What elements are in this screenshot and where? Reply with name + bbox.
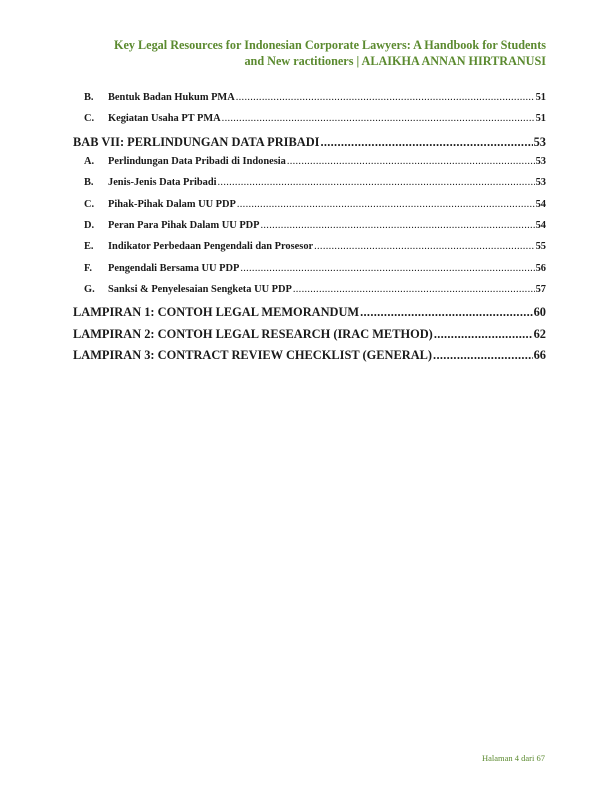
toc-entry[interactable] xyxy=(73,284,546,305)
toc-entry-letter: B. xyxy=(84,177,94,189)
dot-leader xyxy=(293,284,535,295)
dot-leader xyxy=(433,348,533,363)
dot-leader xyxy=(237,199,535,210)
toc-entry-letter: G. xyxy=(84,283,95,295)
toc-entry-page: 51 xyxy=(535,92,546,103)
toc-entry-page: 55 xyxy=(535,241,546,253)
dot-leader xyxy=(314,241,534,252)
toc-entry-title: Bentuk Badan Hukum PMA xyxy=(108,92,235,103)
dot-leader xyxy=(320,135,532,150)
dot-leader xyxy=(240,263,534,274)
toc-entry-letter: B. xyxy=(84,92,94,103)
page-number-footer: Halaman 4 dari 67 xyxy=(481,753,545,763)
table-of-contents xyxy=(73,92,546,370)
toc-entry-letter: E. xyxy=(84,241,94,253)
toc-entry-letter: C. xyxy=(84,198,95,210)
toc-entry-title: Pengendali Bersama UU PDP xyxy=(108,262,240,274)
dot-leader xyxy=(360,305,532,320)
toc-entry-page: 53 xyxy=(535,177,546,189)
toc-entry-title: Sanksi & Penyelesaian Sengketa UU PDP xyxy=(108,283,292,295)
toc-entry-page: 66 xyxy=(533,348,546,363)
toc-entry-title: Pihak-Pihak Dalam UU PDP xyxy=(108,198,236,210)
toc-entry-title: LAMPIRAN 2: CONTOH LEGAL RESEARCH (IRAC METHOD) xyxy=(73,326,433,341)
toc-entry[interactable] xyxy=(73,241,546,262)
toc-entry-page: 54 xyxy=(535,219,546,231)
toc-entry-letter: D. xyxy=(84,219,95,231)
toc-entry-title: BAB VII: PERLINDUNGAN DATA PRIBADI xyxy=(73,134,320,149)
dot-leader xyxy=(222,113,535,124)
dot-leader xyxy=(261,220,535,231)
toc-entry-title: LAMPIRAN 3: CONTRACT REVIEW CHECKLIST (GENERAL) xyxy=(73,348,433,363)
toc-entry-title: LAMPIRAN 1: CONTOH LEGAL MEMORANDUM xyxy=(73,305,360,320)
toc-entry[interactable] xyxy=(73,199,546,220)
dot-leader xyxy=(236,92,535,103)
toc-entry-page: 60 xyxy=(533,305,546,320)
toc-entry-title: Kegiatan Usaha PT PMA xyxy=(108,113,221,125)
toc-appendix-entry[interactable] xyxy=(73,348,546,370)
toc-entry-title: Indikator Perbedaan Pengendali dan Prosesor xyxy=(108,241,314,253)
toc-entry-page: 57 xyxy=(535,283,546,295)
dot-leader xyxy=(218,177,535,188)
toc-chapter-entry[interactable] xyxy=(73,135,546,157)
dot-leader xyxy=(434,327,533,342)
toc-entry-page: 62 xyxy=(533,326,546,341)
toc-entry-page: 54 xyxy=(535,198,546,210)
header-line-1: Key Legal Resources for Indonesian Corporate Lawyers: A Handbook for Students xyxy=(114,38,546,52)
toc-entry-letter: F. xyxy=(84,262,92,274)
toc-appendix-entry[interactable] xyxy=(73,305,546,327)
toc-entry-page: 53 xyxy=(533,134,546,149)
toc-entry[interactable] xyxy=(73,113,546,134)
toc-appendix-entry[interactable] xyxy=(73,327,546,349)
header-line-2: and New ractitioners | ALAIKHA ANNAN HIRTRANUSI xyxy=(244,54,546,68)
toc-entry-title: Perlindungan Data Pribadi di Indonesia xyxy=(108,156,286,168)
toc-entry-letter: A. xyxy=(84,156,95,168)
toc-entry[interactable] xyxy=(73,263,546,284)
toc-entry-page: 53 xyxy=(535,156,546,168)
toc-entry[interactable] xyxy=(73,156,546,177)
toc-entry[interactable] xyxy=(73,220,546,241)
toc-entry-letter: C. xyxy=(84,113,95,125)
toc-entry-page: 51 xyxy=(535,113,546,125)
toc-entry[interactable] xyxy=(73,177,546,198)
toc-entry[interactable] xyxy=(73,92,546,113)
toc-entry-title: Peran Para Pihak Dalam UU PDP xyxy=(108,219,260,231)
toc-entry-title: Jenis-Jenis Data Pribadi xyxy=(108,177,217,189)
toc-entry-page: 56 xyxy=(535,262,546,274)
dot-leader xyxy=(287,156,535,167)
running-header xyxy=(46,37,546,69)
